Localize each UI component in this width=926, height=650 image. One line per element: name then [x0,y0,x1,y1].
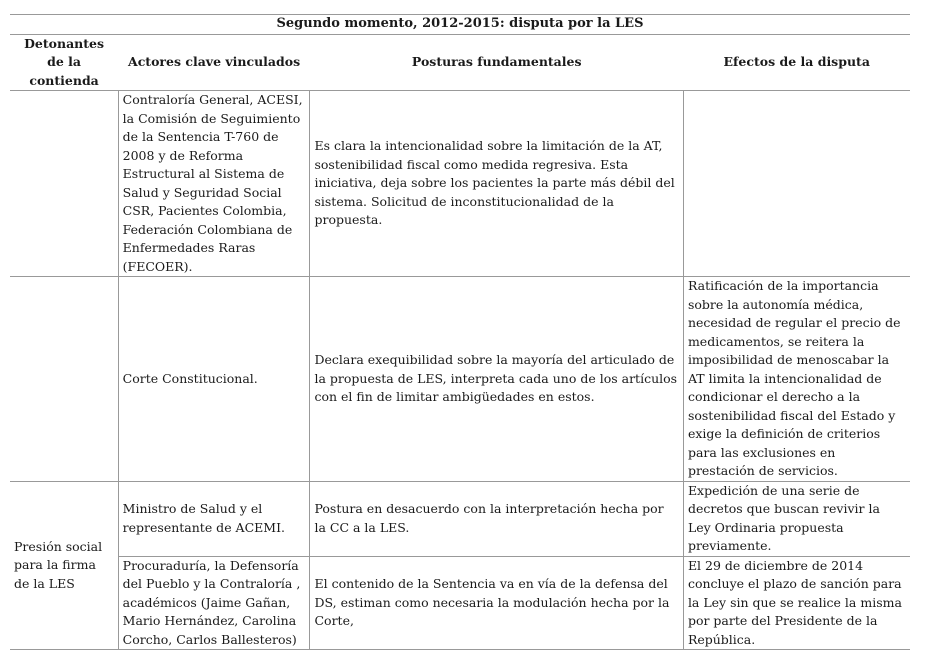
actores-cell: Contraloría General, ACESI, la Comisión de Seguimiento de la Sentencia T-760 de 2008 y de Reforma Estructural al Sistema de Salud y Seguridad Social CSR, Pacientes Colombia, Federación Colombiana de Enfermedades Raras (FECOER). [118,91,310,277]
detonante-cell [10,91,118,277]
detonante-cell [10,277,118,482]
table-row [10,91,910,277]
header-efectos: Efectos de la disputa [683,34,910,91]
posturas-cell: Declara exequibilidad sobre la mayoría del articulado de la propuesta de LES, interpreta cada uno de los artículos con el fin de limitar ambigüedades en estos. [310,277,683,482]
header-row [10,34,910,91]
efectos-cell: El 29 de diciembre de 2014 concluye el plazo de sanción para la Ley sin que se realice la misma por parte del Presidente de la República. [683,556,910,650]
actores-cell: Corte Constitucional. [118,277,310,482]
posturas-cell: El contenido de la Sentencia va en vía de la defensa del DS, estiman como necesaria la modulación hecha por la Corte, [310,556,683,650]
efectos-cell [683,91,910,277]
table-row [10,556,910,650]
table-row [10,481,910,556]
posturas-cell: Postura en desacuerdo con la interpretación hecha por la CC a la LES. [310,481,683,556]
actores-cell: Ministro de Salud y el representante de ACEMI. [118,481,310,556]
header-detonantes: Detonantes de la contienda [10,34,118,91]
header-actores: Actores clave vinculados [118,34,310,91]
actores-cell: Procuraduría, la Defensoría del Pueblo y la Contraloría , académicos (Jaime Gañan, Mario Hernández, Carolina Corcho, Carlos Ballesteros) [118,556,310,650]
table-row [10,277,910,482]
table-caption: Segundo momento, 2012-2015: disputa por la LES [10,15,910,35]
efectos-cell: Ratificación de la importancia sobre la autonomía médica, necesidad de regular el precio de medicamentos, se reitera la imposibilidad de menoscabar la AT limita la intencionalidad de condicionar el derecho a la sostenibilidad fiscal del Estado y exige la definición de criterios para las exclusiones en prestación de servicios. [683,277,910,482]
detonante-cell: Presión social para la firma de la LES [10,481,118,650]
posturas-cell: Es clara la intencionalidad sobre la limitación de la AT, sostenibilidad fiscal como medida regresiva. Esta iniciativa, deja sobre los pacientes la parte más débil del sistema. Solicitud de inconstitucionalidad de la propuesta. [310,91,683,277]
efectos-cell: Expedición de una serie de decretos que buscan revivir la Ley Ordinaria propuesta previamente. [683,481,910,556]
header-posturas: Posturas fundamentales [310,34,683,91]
